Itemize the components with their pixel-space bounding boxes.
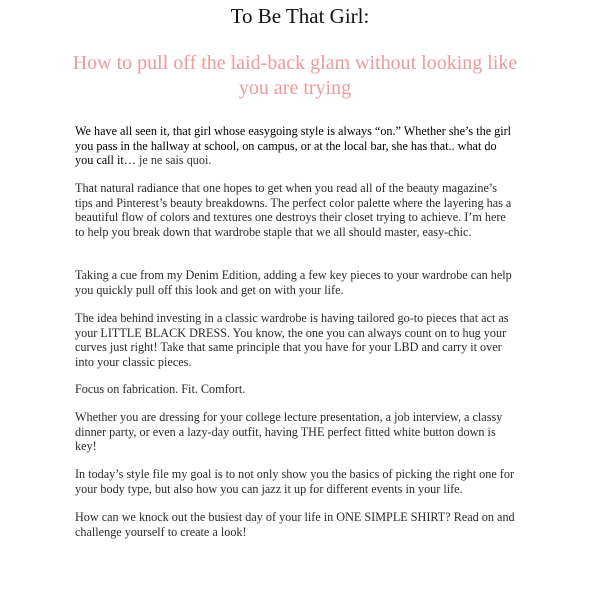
paragraph-classic-wardrobe: The idea behind investing in a classic wardrobe is having tailored go-to pieces that act as your LITTLE BLACK DRESS. You know, the one you can always count on to hug your curves just right! Take that same principle that you have for your LBD and carry it over into your classic pieces. xyxy=(75,311,509,369)
paragraph-white-button-down: Whether you are dressing for your college lecture presentation, a job interview, a classy dinner party, or even a lazy-day outfit, having THE perfect fitted white button down is key! xyxy=(75,410,503,453)
paragraph-fabrication: Focus on fabrication. Fit. Comfort. xyxy=(75,382,246,396)
paragraph-natural-radiance: That natural radiance that one hopes to get when you read all of the beauty magazine’s tips and Pinterest’s beauty breakdowns. The perfect color palette where the layering has a beautiful flow of colors and textures one destroys their closet trying to achieve. I’m here to help you break down that wardrobe staple that we all should master, easy-chic. xyxy=(75,181,512,239)
paragraph-denim-edition: Taking a cue from my Denim Edition, adding a few key pieces to your wardrobe can help you quickly pull off this look and get on with your life. xyxy=(75,268,512,297)
intro-paragraph-trail: je ne sais quoi. xyxy=(135,153,212,167)
paragraph-style-file: In today’s style file my goal is to not only show you the basics of picking the right one for your body type, but also how you can jazz it up for different events in your life. xyxy=(75,467,515,496)
page-subtitle: How to pull off the laid-back glam without looking like you are trying xyxy=(72,52,518,99)
intro-paragraph xyxy=(75,124,515,168)
page-title: To Be That Girl: xyxy=(230,4,370,28)
paragraph-one-simple-shirt: How can we knock out the busiest day of your life in ONE SIMPLE SHIRT? Read on and challenge yourself to create a look! xyxy=(75,510,515,539)
intro-paragraph-main: We have all seen it, that girl whose easygoing style is always “on.” Whether she’s the girl you pass in the hallway at school, on campus, or at the local bar, she has that.. what do you call it… xyxy=(75,124,512,167)
